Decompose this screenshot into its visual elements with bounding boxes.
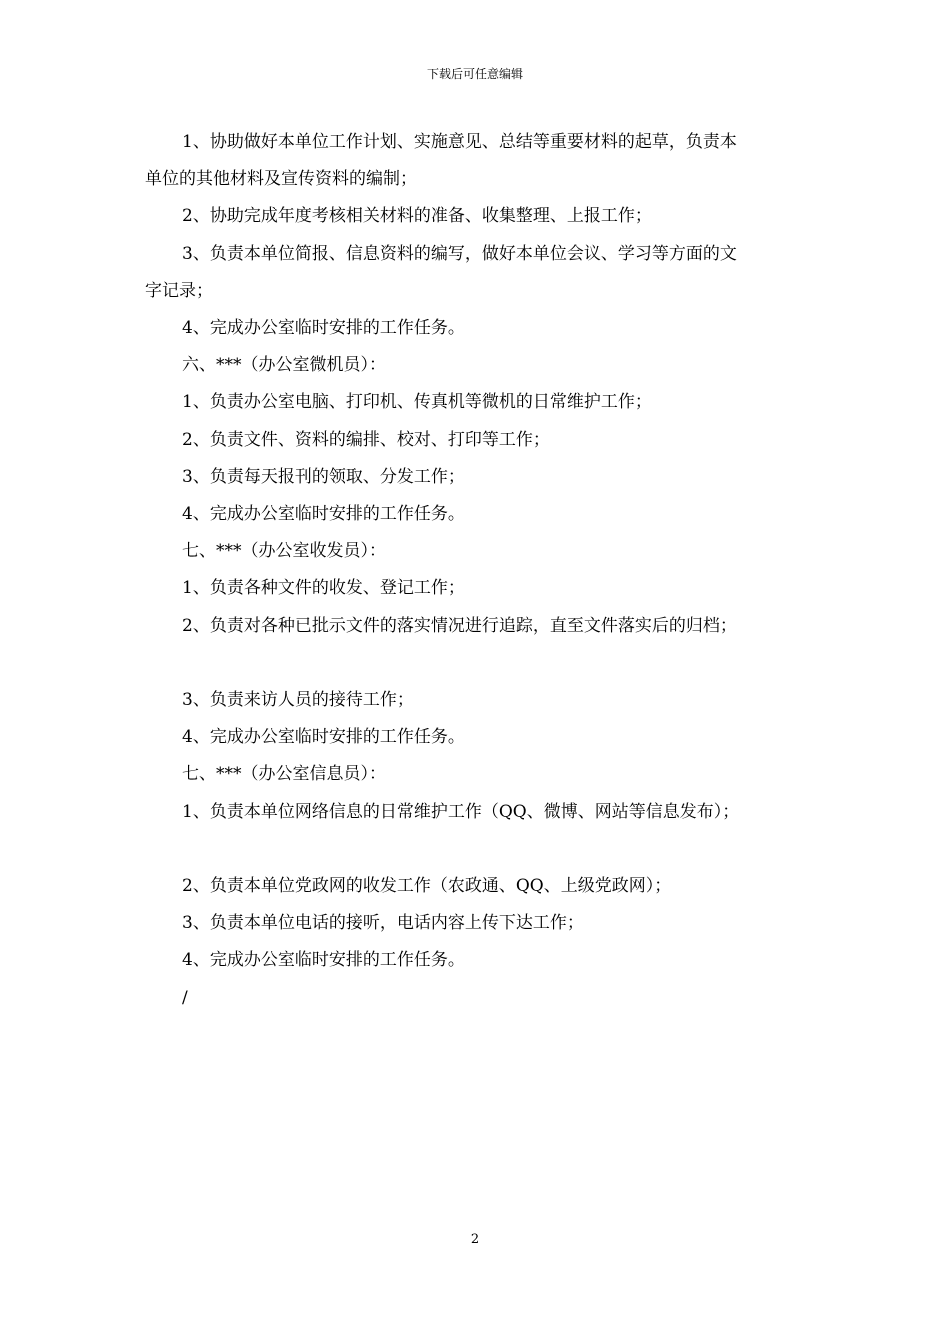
page-number: 2 <box>470 1232 480 1247</box>
document-body <box>145 124 810 1017</box>
paragraph-7b-3: 3、负责本单位电话的接听，电话内容上传下达工作； <box>182 913 584 934</box>
paragraph-1-line-1: 1、协助做好本单位工作计划、实施意见、总结等重要材料的起草，负责本 <box>182 132 737 152</box>
paragraph-6-4: 4、完成办公室临时安排的工作任务。 <box>182 504 465 525</box>
paragraph-7b-4: 4、完成办公室临时安排的工作任务。 <box>182 950 465 971</box>
paragraph-1-line-2: 单位的其他材料及宣传资料的编制； <box>145 169 417 190</box>
trailing-slash: / <box>182 987 188 1008</box>
paragraph-6-1: 1、负责办公室电脑、打印机、传真机等微机的日常维护工作； <box>182 392 652 413</box>
paragraph-3-line-1: 3、负责本单位简报、信息资料的编写，做好本单位会议、学习等方面的文 <box>182 243 737 264</box>
section-heading-7b: 七、***（办公室信息员）： <box>182 764 386 785</box>
section-heading-6: 六、***（办公室微机员）： <box>182 355 386 376</box>
blank-line <box>145 645 810 682</box>
page-header: 下载后可任意编辑 <box>426 67 523 81</box>
paragraph-7b-1: 1、负责本单位网络信息的日常维护工作（QQ、微博、网站等信息发布）； <box>182 801 740 822</box>
paragraph-3-line-2: 字记录； <box>145 280 213 301</box>
paragraph-7a-3: 3、负责来访人员的接待工作； <box>182 690 414 711</box>
paragraph-2: 2、协助完成年度考核相关材料的准备、收集整理、上报工作； <box>182 206 652 227</box>
paragraph-7a-1: 1、负责各种文件的收发、登记工作； <box>182 578 465 599</box>
paragraph-7b-2: 2、负责本单位党政网的收发工作（农政通、QQ、上级党政网）； <box>182 876 672 897</box>
paragraph-7a-4: 4、完成办公室临时安排的工作任务。 <box>182 727 465 748</box>
paragraph-7a-2: 2、负责对各种已批示文件的落实情况进行追踪，直至文件落实后的归档； <box>182 615 737 636</box>
paragraph-6-2: 2、负责文件、资料的编排、校对、打印等工作； <box>182 429 550 450</box>
section-heading-7a: 七、***（办公室收发员）： <box>182 541 386 562</box>
blank-line <box>145 831 810 868</box>
paragraph-6-3: 3、负责每天报刊的领取、分发工作； <box>182 466 465 487</box>
paragraph-4: 4、完成办公室临时安排的工作任务。 <box>182 318 465 339</box>
